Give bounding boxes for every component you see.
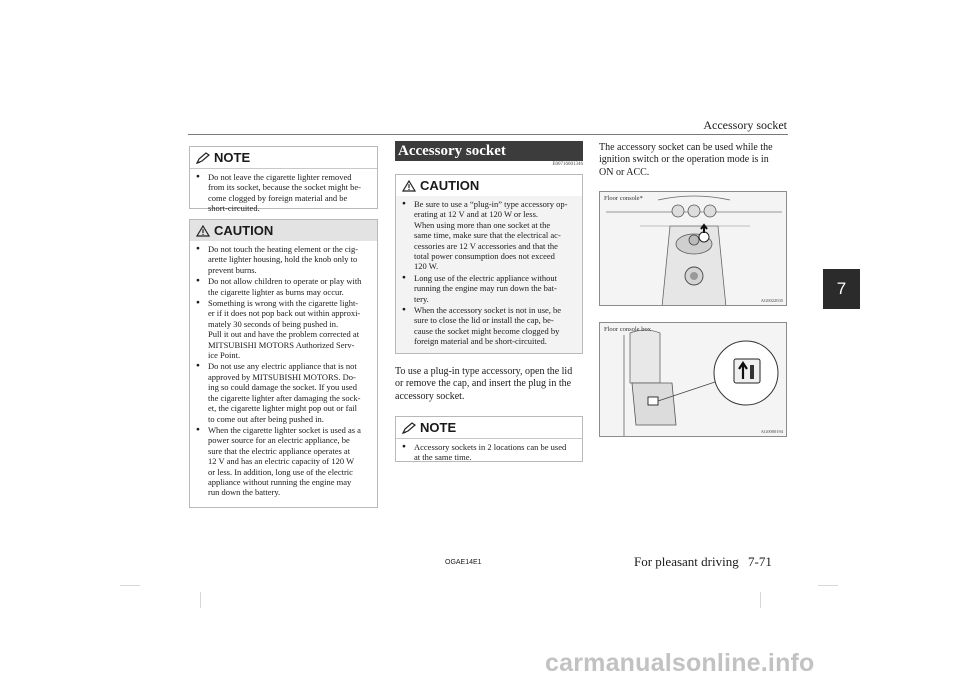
floor-console-box-illustration xyxy=(600,323,787,437)
figure-code: AG0022035 xyxy=(760,298,783,303)
text-line: appliance without running the engine may xyxy=(208,476,352,487)
watermark[interactable]: carmanualsonline.info xyxy=(545,649,815,677)
bullet-icon: ● xyxy=(402,443,406,450)
text-line: ing so could damage the socket. If you used xyxy=(208,382,357,393)
header-rule xyxy=(188,134,788,135)
text-line: the cigarette lighter after damaging the sock- xyxy=(208,392,361,403)
text-line: run down the battery. xyxy=(208,487,281,498)
text-line: Accessory sockets in 2 locations can be used xyxy=(414,442,567,452)
list-item xyxy=(196,172,371,214)
text-line: tery. xyxy=(414,293,429,304)
figure-floor-console-box xyxy=(599,322,787,437)
text-line: When the accessory socket is not in use, be xyxy=(414,305,562,316)
warning-triangle-icon xyxy=(196,225,210,237)
text-line: ignition switch or the operation mode is in xyxy=(599,154,769,166)
bullet-icon: ● xyxy=(196,425,200,433)
pencil-icon xyxy=(196,152,210,164)
list-item xyxy=(196,298,371,360)
text-line: Do not use any electric appliance that is not xyxy=(208,361,357,372)
note-heading: NOTE xyxy=(396,417,582,439)
text-line: Something is wrong with the cigarette light- xyxy=(208,298,359,309)
note-heading: NOTE xyxy=(190,147,377,169)
text-line: mately 30 seconds of being pushed in. xyxy=(208,318,339,329)
crop-mark xyxy=(760,592,761,608)
text-line: the cigarette lighter as burns may occur. xyxy=(208,286,344,297)
bullet-icon: ● xyxy=(402,200,406,207)
page-number: 7-71 xyxy=(748,554,772,569)
section-caution-box xyxy=(395,174,583,354)
left-caution-box xyxy=(189,219,378,508)
text-line: running the engine may run down the bat- xyxy=(414,283,557,294)
text-line: cessories are 12 V accessories and that the xyxy=(414,240,558,251)
text-line: Do not allow children to operate or play with xyxy=(208,276,362,287)
footer-section-name: For pleasant driving xyxy=(634,554,739,569)
section-note-box xyxy=(395,416,583,462)
text-line: Pull it out and have the problem corrected at xyxy=(208,329,360,340)
text-line: to come out after being pushed in. xyxy=(208,413,324,424)
text-line: The accessory socket can be used while the xyxy=(599,142,773,153)
text-line: ON or ACC. xyxy=(599,166,650,178)
text-line: 120 W. xyxy=(414,261,439,272)
caution-body xyxy=(190,241,377,503)
list-item xyxy=(196,276,371,297)
left-note-box xyxy=(189,146,378,214)
list-item xyxy=(402,199,576,272)
bullet-icon: ● xyxy=(402,306,406,314)
note-body xyxy=(396,439,582,468)
crop-mark xyxy=(120,585,140,586)
floor-console-illustration xyxy=(600,192,787,306)
crop-mark xyxy=(818,585,838,586)
list-item xyxy=(196,244,371,275)
text-line: sure that the electric appliance operates at xyxy=(208,445,351,456)
list-item xyxy=(402,442,576,463)
section-title: Accessory socket xyxy=(395,141,583,161)
pencil-icon xyxy=(402,422,416,434)
crop-mark xyxy=(200,592,201,608)
section-code: E00716601346 xyxy=(552,162,583,167)
bullet-icon: ● xyxy=(402,273,406,281)
list-item xyxy=(196,361,371,423)
text-line: When using more than one socket at the xyxy=(414,219,551,230)
running-title: Accessory socket xyxy=(703,118,787,132)
text-line: approved by MITSUBISHI MOTORS. Do- xyxy=(208,371,356,382)
text-line: or remove the cap, and insert the plug in the xyxy=(395,378,572,390)
text-line: or less. In addition, long use of the electric xyxy=(208,466,353,477)
figure-label: Floor console* xyxy=(604,195,643,202)
caution-heading: CAUTION xyxy=(190,220,377,241)
caution-heading: CAUTION xyxy=(396,175,582,196)
text-line: erating at 12 V and at 120 W or less. xyxy=(414,209,539,220)
figure-code: AG0000194 xyxy=(760,429,783,434)
text-line: et, the cigarette lighter might pop out or fail xyxy=(208,403,357,414)
intro-paragraph xyxy=(599,142,787,179)
text-line: MITSUBISHI MOTORS Authorized Serv- xyxy=(208,339,355,350)
text-line: When the cigarette lighter socket is used as a xyxy=(208,424,361,435)
text-line: at the same time. xyxy=(414,452,472,463)
list-item xyxy=(196,425,371,498)
text-line: prevent burns. xyxy=(208,264,257,275)
text-line: accessory socket. xyxy=(395,390,465,402)
text-line: Do not leave the cigarette lighter removed xyxy=(208,172,352,182)
text-line: Long use of the electric appliance without xyxy=(414,272,558,283)
text-line: power source for an electric appliance, be xyxy=(208,435,350,446)
text-line: come clogged by foreign material and be xyxy=(208,192,348,203)
text-line: ice Point. xyxy=(208,350,241,361)
text-line: total power consumption does not exceed xyxy=(414,251,555,262)
figure-label: Floor console box xyxy=(604,326,651,333)
bullet-icon: ● xyxy=(196,362,200,370)
text-line: same time, make sure that the electrical ac- xyxy=(414,230,561,241)
bullet-icon: ● xyxy=(196,277,200,285)
text-line: To use a plug-in type accessory, open the lid xyxy=(395,366,573,377)
text-line: Be sure to use a “plug-in” type accessory op- xyxy=(414,199,568,209)
text-line: short-circuited. xyxy=(208,203,260,214)
list-item xyxy=(402,305,576,347)
text-line: Do not touch the heating element or the cig- xyxy=(208,244,359,254)
text-line: sure to close the lid or install the cap, be- xyxy=(414,315,554,326)
figure-floor-console xyxy=(599,191,787,306)
bullet-icon: ● xyxy=(196,299,200,307)
chapter-tab[interactable]: 7 xyxy=(823,269,860,309)
text-line: er if it does not pop back out within approxi- xyxy=(208,308,361,319)
document-code: OGAE14E1 xyxy=(445,559,482,566)
text-line: 12 V and has an electric capacity of 120 W xyxy=(208,456,355,467)
warning-triangle-icon xyxy=(402,180,416,192)
usage-paragraph xyxy=(395,366,583,403)
list-item xyxy=(402,273,576,304)
text-line: from its socket, because the socket might be- xyxy=(208,182,361,193)
caution-body xyxy=(396,196,582,353)
text-line: foreign material and be short-circuited. xyxy=(414,336,547,347)
text-line: cause the socket might become clogged by xyxy=(414,325,560,336)
bullet-icon: ● xyxy=(196,245,200,252)
note-body xyxy=(190,169,377,219)
bullet-icon: ● xyxy=(196,173,200,180)
text-line: arette lighter housing, hold the knob only to xyxy=(208,254,358,265)
